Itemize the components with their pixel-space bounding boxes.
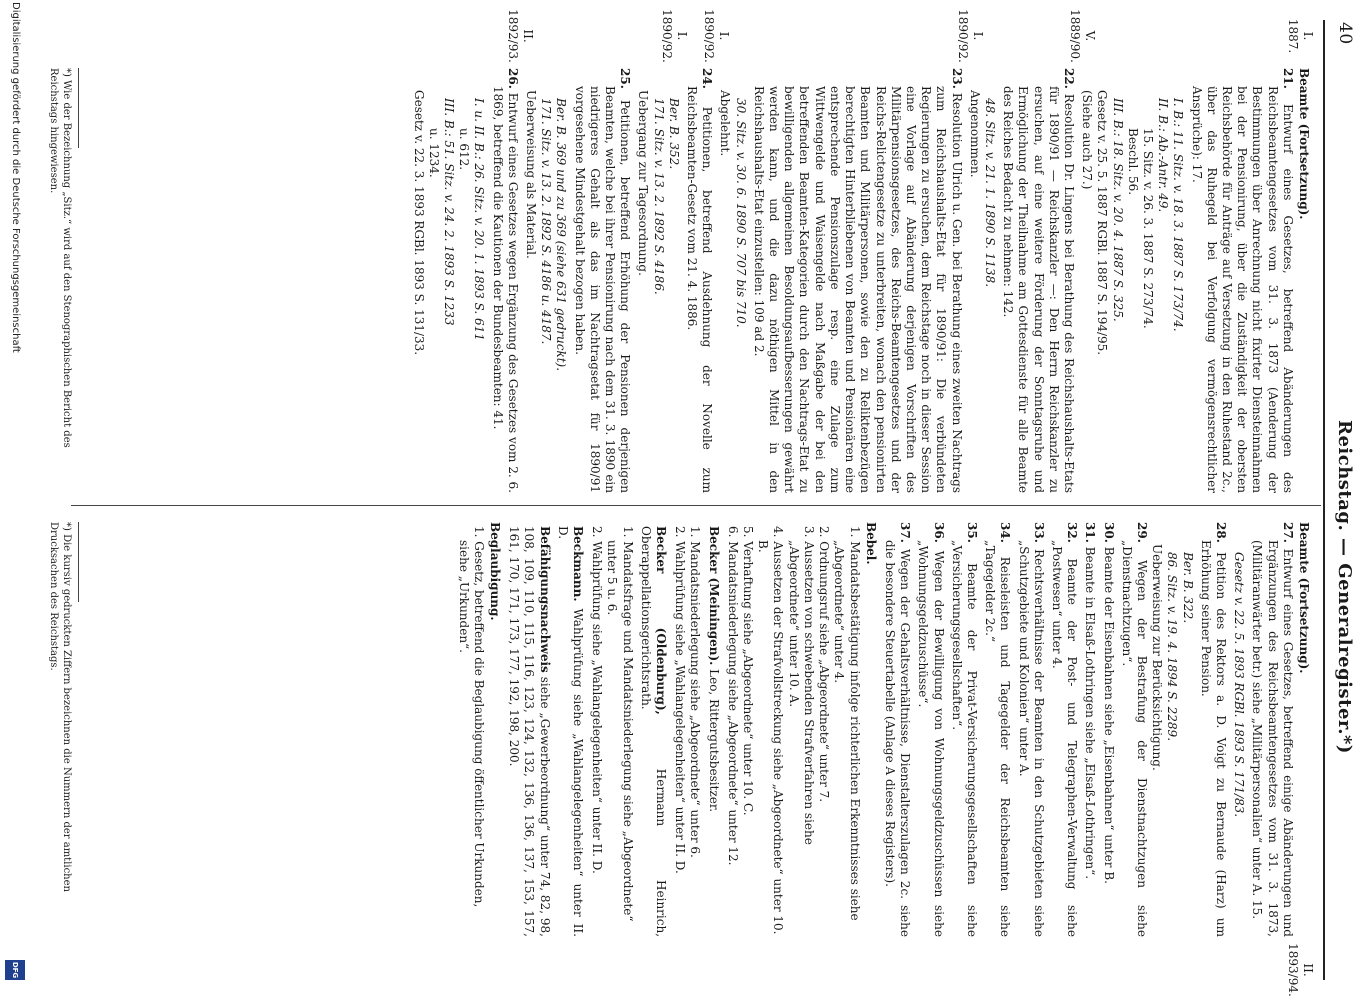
register-entry-33: 33. Rechtsverhältnisse der Beamten in den Schutzgebieten siehe „Schutzgebiete und Kolonien“ unter A. — [1016, 522, 1046, 937]
list-item: 2. Ordnungsruf siehe „Abgeordnete“ unter 7. — [817, 526, 832, 803]
digitization-note: Digitalisierung gefördert durch die Deutsche Forschungsgemeinschaft — [10, 2, 21, 353]
register-entry-34: 34. Reiseleisten und Tagegelder der Reichsbeamten siehe „Tagegelder 2c.“ — [983, 522, 1013, 937]
entry-ref: Angenommen. — [967, 90, 982, 178]
entry-ref: Beschl. 56. — [1125, 128, 1140, 196]
header-rule — [1323, 20, 1325, 980]
list-item: 4. Aussetzen der Strafvollstreckung siehe „Abgeordnete“ unter 10. B. — [756, 526, 786, 935]
register-entry-37: 37. Wegen der Gehaltsverhältnisse, Dienstalterszulagen 2c. siehe die besondere Steuertabelle (Anlage A dieses Registers). — [882, 522, 913, 937]
entry-ref: u. 1234. — [426, 128, 441, 178]
footnote-left: *) Wie der Bezeichnung „Sitz.“ wird auf den Stenographischen Bericht des Reichstags hingewiesen. — [48, 68, 72, 448]
list-item: 1. Mandatsfrage und Mandatsniederlegung siehe „Abgeordnete“ unter 5 u. 6. — [605, 526, 635, 922]
column-divider — [71, 505, 1321, 506]
list-item: 2. Wahlprüfung siehe „Wahlangelegenheiten“ unter II. D. — [590, 526, 605, 874]
register-entry-27: 27. Entwurf eines Gesetzes, betreffend einige Abänderungen und Ergänzungen des Reichsbeamtengesetzes vom 31. 3. 1873, (Militäranwärter betr.) siehe „Militärpersonalien“ unter A. 15. — [1250, 522, 1295, 937]
list-item: 3. Aussetzen von schwebenden Strafverfahren siehe „Abgeordnete“ unter 10. A. — [786, 526, 816, 845]
entry-ref: 15. Sitz. v. 26. 3. 1887 S. 273/74. — [1140, 128, 1155, 329]
entry-ref: III. B.: 18. Sitz. v. 20. 4. 1887 S. 325. — [1110, 98, 1125, 322]
register-entry-36: 36. Wegen der Bewilligung von Wohnungsgeldzuschüssen siehe „Wohnungsgeldzuschüsse“. — [916, 522, 946, 937]
margin-note: I. 1890/92. — [660, 9, 689, 63]
list-item: 1. Mandatsbestätigung infolge richterlichen Erkenntnisses siehe „Abgeordnete“ unter 4. — [832, 526, 862, 921]
footnote-rule — [78, 68, 79, 148]
beckmann-entry: Beckmann. Wahlprüfung siehe „Wahlangelegenheiten“ unter II. D. — [555, 526, 586, 937]
becker-oldenburg-entry: Becker (Oldenburg), Hermann Heinrich, Oberappellationsgerichtsrath. — [638, 526, 669, 938]
entry-ref: Ueberweisung zur Berücksichtigung. — [1150, 544, 1165, 771]
entry-ref: Ueberweisung als Material. — [524, 90, 539, 259]
list-item: 5. Verhaftung siehe „Abgeordnete“ unter 10. C. — [741, 526, 756, 816]
entry-ref: 171. Sitz. v. 13. 2. 1892 S. 4186 u. 4187. — [539, 98, 554, 345]
list-item: 1. Mandatsniederlegung siehe „Abgeordnete“ unter 6. — [688, 526, 703, 858]
entry-ref: Ber. B. 322. — [1180, 552, 1195, 624]
margin-note: I. 1890/92. — [956, 9, 985, 63]
register-entry-35: 35. Beamte der Privat-Versicherungsgesellschaften siehe „Versicherungsgesellschaften“. — [949, 522, 979, 937]
entry-ref: Uebergang zur Tagesordnung. — [636, 90, 651, 276]
befaehigungsnachweis-entry: Befähigungsnachweis siehe „Gewerbeordnung“ unter 74, 82, 98, 108, 109, 110, 115, 116, 123, 124, 132, 136, 136, 137, 153, 157, 161, 170, 171, 173, 177, 192, 198, 200. — [507, 526, 552, 937]
register-entry-26: 26. Entwurf eines Gesetzes wegen Ergänzung des Gesetzes vom 2. 6. 1869, betreffend die Kautionen der Bundesbeamten: 41. — [490, 68, 520, 493]
register-entry-28: 28. Petition des Rektors a. D. Voigt zu Bernaude (Harz) um Erhöhung seiner Pension. — [1198, 522, 1228, 937]
list-item: 2. Wahlprüfung siehe „Wahlangelegenheiten“ unter II. D. — [673, 526, 688, 874]
entry-ref: Gesetz v. 25. 5. 1887 RGBl. 1887 S. 194/95. — [1095, 90, 1110, 356]
entry-ref: (Siehe auch 27.) — [1080, 90, 1095, 190]
margin-note: V. 1889/90. — [1068, 9, 1097, 63]
entry-ref: Abgelehnt. — [718, 90, 733, 157]
entry-ref: 171. Sitz. v. 13. 2. 1892 S. 4186. — [651, 98, 666, 295]
footnote-right: *) Die kursiv gedruckten Ziffern bezeichnen die Nummern der amtlichen Drucksachen des Reichstags. — [48, 522, 72, 892]
bebel-heading: Bebel. — [863, 522, 878, 565]
entry-ref: Ber. B. 352. — [666, 98, 681, 170]
margin-note: II. 1893/94. — [1286, 943, 1315, 997]
margin-note: II. 1892/93. — [506, 9, 535, 63]
left-column — [410, 68, 1315, 493]
section-heading: Beamte (Fortsetzung). — [1297, 522, 1311, 674]
register-entry-21: 21. Entwurf eines Gesetzes, betreffend Abänderungen des Reichsbeamtengesetzes vom 31. 3. 1873 (Aenderung der Bestimmungen über Anrechnung nicht fixirter Diensteinnahmen bei der Pensionirung, über die Zuständigkeit der obersten Reichsbehörde für Anträge auf Versetzung in den Ruhestand 2c., über das Ruhegeld bei Verfolgung vermögensrechtlicher Ansprüche): 17. — [1189, 68, 1295, 493]
entry-ref: Ber. B. 369 und zu 369 (siehe 631 gedruckt). — [554, 98, 569, 372]
margin-note: I. 1887. — [1286, 18, 1315, 54]
list-item: 1. Gesetz, betreffend die Beglaubigung öffentlicher Urkunden, siehe „Urkunden“. — [456, 526, 486, 908]
beglaubigung-heading: Beglaubigung. — [488, 522, 503, 621]
list-item: 6. Mandatsniederlegung siehe „Abgeordnete“ unter 12. — [725, 526, 740, 866]
register-entry-31: 31. Beamte in Elsaß-Lothringen siehe „Elsaß-Lothringen“. — [1083, 522, 1098, 880]
register-entry-24: 24. Petitionen, betreffend Ausdehnung der Novelle zum Reichsbeamten-Gesetz vom 21. 4. 1886. — [685, 68, 715, 493]
entry-ref: 30. Sitz. v. 30. 6. 1890 S. 707 bis 710. — [733, 98, 748, 328]
entry-ref: I. B.: 11. Sitz. v. 18. 3. 1887 S. 173/74. — [1171, 98, 1186, 332]
register-entry-30: 30. Beamte der Eisenbahnen siehe „Eisenbahnen“ unter B. — [1101, 522, 1116, 884]
register-entry-29: 29. Wegen der Bestrafung der Dienstnachtzugen siehe „Dienstnachtzugen“. — [1119, 522, 1149, 937]
entry-ref: III. B.: 51. Sitz. v. 24. 2. 1893 S. 1233 — [442, 98, 457, 326]
entry-ref: 48. Sitz. v. 21. 1. 1890 S. 1138. — [982, 98, 997, 288]
entry-ref: Gesetz v. 22. 3. 1893 RGBl. 1893 S. 131/33. — [411, 90, 426, 356]
entry-ref: 86. Sitz. v. 19. 4. 1894 S. 2289. — [1165, 552, 1180, 742]
dfg-logo-icon: DFG — [5, 960, 25, 980]
right-column — [455, 522, 1315, 937]
register-entry-23: 23. Resolution Ulrich u. Gen. bei Berathung eines zweiten Nachtrags zum Reichshaushalts-Etat für 1890/91: Die verbündeten Regierungen zu ersuchen, dem Reichstage noch in dieser Session eine Vorlage auf Abänderung derjenigen Vorschriften des Militärpensionsgesetzes, des Reichs-Beamtengesetzes und der Reichs-Relictengesetze zu unterbreiten, wonach den pensionirten Beamten und Militärpersonen, sowie den zu Reliktenbezügen berechtigten Hinterbliebenen von Beamten und Pensionären eine entsprechende Pensionszulage resp. eine Zulage zum Wittwengelde und Waisengelde nach Maßgabe der bei den betreffenden Beamten-Kategorien durch den Nachtrags-Etat zu bewilligenden allgemeinen Besoldungsaufbesserungen gewährt werden kann, und die dazu nöthigen Mittel in den Reichshaushalts-Etat einzustellen: 109 ad 2. — [751, 68, 964, 493]
register-entry-22: 22. Resolution Dr. Lingens bei Berathung des Reichshaushalts-Etats für 1890/91 — Reichskanzler —: Den Herrn Reichskanzler zu ersuchen, auf eine weitere Förderung der Sonntagsruhe und Ermöglichung der Theilnahme am Gottesdienste für alle Beamte des Reiches Bedacht zu nehmen: 142. — [1001, 68, 1076, 493]
register-entry-25: 25. Petitionen, betreffend Erhöhung der Pensionen derjenigen Beamten, welche bei ihrer Pensionirung nach dem 31. 3. 1890 ein niedrigeres Gehalt als das im Nachtragsetat für 1890/91 vorgesehene Mindestgehalt bezogen haben. — [572, 68, 633, 493]
register-entry-32: 32. Beamte der Post- und Telegraphen-Verwaltung siehe „Postwesen“ unter 4. — [1049, 522, 1080, 937]
margin-note: I. 1890/92. — [702, 9, 731, 63]
entry-ref: u. 612. — [457, 128, 472, 171]
becker-meiningen-entry: Becker (Meiningen). Leo, Rittergutsbesitzer. — [706, 526, 721, 813]
footnote-rule — [78, 522, 79, 602]
section-heading: Beamte (Fortsetzung). — [1297, 68, 1311, 220]
entry-ref: Gesetz v. 22. 5. 1893 RGBl. 1893 S. 171/83. — [1232, 552, 1247, 818]
page-title: Reichstag. — Generalregister.*) — [1334, 420, 1355, 754]
page-number: 40 — [1335, 22, 1355, 45]
entry-ref: II. B.: Ab.-Antr. 49. — [1156, 98, 1171, 213]
entry-ref: I. u. II. B.: 26. Sitz. v. 20. 1. 1893 S. 611 — [472, 98, 487, 341]
